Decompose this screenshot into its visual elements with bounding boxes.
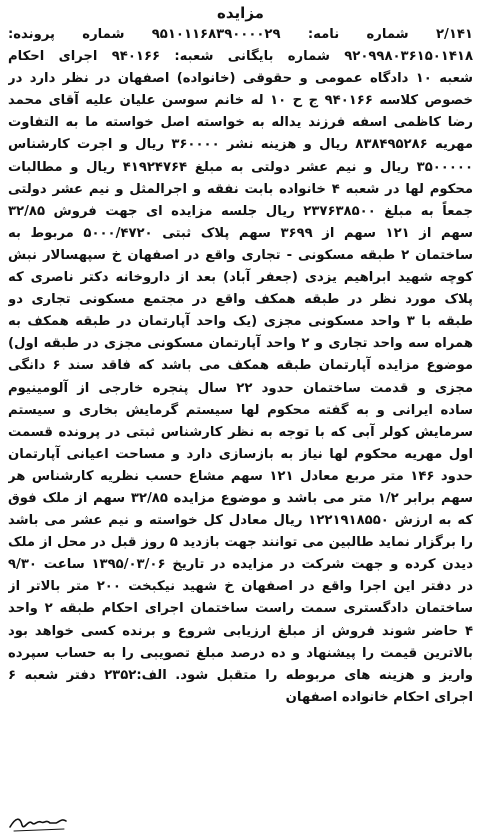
notice-line: حدود ۱۴۶ متر مربع معادل ۱۲۱ سهم مشاع حسب نظریه کارشناس هر	[8, 468, 473, 484]
notice-line: ۳۵۰۰۰۰۰ ریال و نیم عشر دولتی به مبلغ ۴۱۹۲۴۷۶۴ ریال و مطالبات	[8, 159, 473, 175]
notice-line: بالاترین قیمت را پیشنهاد و ده درصد مبلغ تصویبی را به حساب سپرده	[8, 645, 473, 661]
notice-line: پلاک مورد نظر در طبقه همکف واقع در مجتمع مسکونی تجاری دو	[8, 292, 473, 308]
notice-line: طبقه با ۳ واحد مسکونی مجزی (یک واحد آپارتمان در طبقه همکف به	[8, 314, 473, 330]
notice-line: شعبه ۱۰ دادگاه عمومی و حقوقی (خانواده) اصفهان در نظر دارد در	[8, 71, 473, 87]
notice-line: خصوص کلاسه ۹۴۰۱۶۶ ج ح ۱۰ له خانم سوسن علیان علیه آقای محمد	[8, 93, 473, 109]
notice-line: که به ارزش ۱۲۲۱۹۱۸۵۵۰ ریال معادل کل خواسته و نیم عشر می باشد	[8, 513, 473, 529]
notice-body	[8, 24, 473, 709]
notice-line: رضا کاظمی اسفه فرزند یداله به خواسته اصل خواسته ما به التفاوت	[8, 115, 473, 131]
notice-line: موضوع مزایده آپارتمان طبقه همکف می باشد که فاقد سند ۶ دانگی	[8, 358, 473, 374]
notice-line: ۴ حاضر شوند فروش از مبلغ ارزیابی شروع و برنده کسی خواهد بود	[8, 623, 473, 639]
notice-line: واریز و هزینه های مربوطه را متقبل شود. الف:۲۳۵۲ دفتر شعبه ۶	[8, 667, 473, 683]
notice-line: کوچه شهید ابراهیم یزدی (جعفر آباد) بعد از داروخانه دکتر ناصری که	[8, 270, 473, 286]
notice-line: محکوم لها در شعبه ۴ خانواده بابت نفقه و اجرالمثل و نیم عشر دولتی	[8, 181, 473, 197]
notice-line: ۹۲۰۹۹۸۰۳۶۱۵۰۱۴۱۸ شماره بایگانی شعبه: ۹۴۰۱۶۶ اجرای احکام	[8, 49, 473, 65]
notice-line: را برگزار نماید طالبین می توانند جهت بازدید ۵ روز قبل در محل از ملک	[8, 535, 473, 551]
notice-line: سهم از ۱۲۱ سهم از ۳۶۹۹ سهم پلاک ثبتی ۵۰۰۰/۴۷۲۰ مربوط به	[8, 225, 473, 241]
notice-line: ساختمان ۲ طبقه مسکونی - تجاری واقع در اصفهان خ سپهسالار نبش	[8, 247, 473, 263]
notice-title: مزایده	[217, 4, 264, 22]
notice-line: در دفتر این اجرا واقع در اصفهان خ شهید نیکبخت ۲۰۰ متر بالاتر از	[8, 579, 473, 595]
notice-line: دیدن کرده و جهت شرکت در مزایده در تاریخ ۱۳۹۵/۰۳/۰۶ ساعت ۹/۳۰	[8, 557, 473, 573]
notice-line: جمعاً به مبلغ ۲۳۷۶۳۸۵۰۰ ریال جلسه مزایده ای جهت فروش ۳۲/۸۵	[8, 203, 473, 219]
handwritten-signature	[8, 811, 70, 833]
notice-line: اجرای احکام خانواده اصفهان	[285, 689, 473, 705]
notice-line: سهم برابر ۱/۲ متر می باشد و موضوع مزایده ۳۲/۸۵ سهم از ملک فوق	[8, 490, 473, 506]
notice-line: ساده ایرانی و به گفته محکوم لها سیستم گرمایش بخاری و سیستم	[8, 402, 473, 418]
notice-line: سرمایش کولر آبی که با توجه به نظر کارشناس ثبتی در پرونده قسمت	[8, 424, 473, 440]
notice-line: مجزی و قدمت ساختمان حدود ۲۲ سال پنجره خارجی از آلومینیوم	[8, 380, 473, 396]
notice-line: ساختمان دادگستری سمت راست ساختمان اجرای احکام طبقه ۲ واحد	[8, 601, 473, 617]
notice-line: همراه سه واحد تجاری و ۲ واحد آپارتمان مسکونی مجزی در طبقه اول)	[8, 336, 473, 352]
notice-line: مهریه ۸۳۸۴۹۵۲۸۶ ریال و هزینه نشر ۳۶۰۰۰۰ ریال و اجرت کارشناس	[8, 137, 473, 153]
notice-line: ۲/۱۴۱ شماره نامه: ۹۵۱۰۱۱۶۸۳۹۰۰۰۰۲۹ شماره پرونده:	[8, 27, 473, 42]
notice-line: اول مهریه محکوم لها نیاز به بازسازی دارد و مساحت اعیانی آپارتمان	[8, 446, 473, 462]
